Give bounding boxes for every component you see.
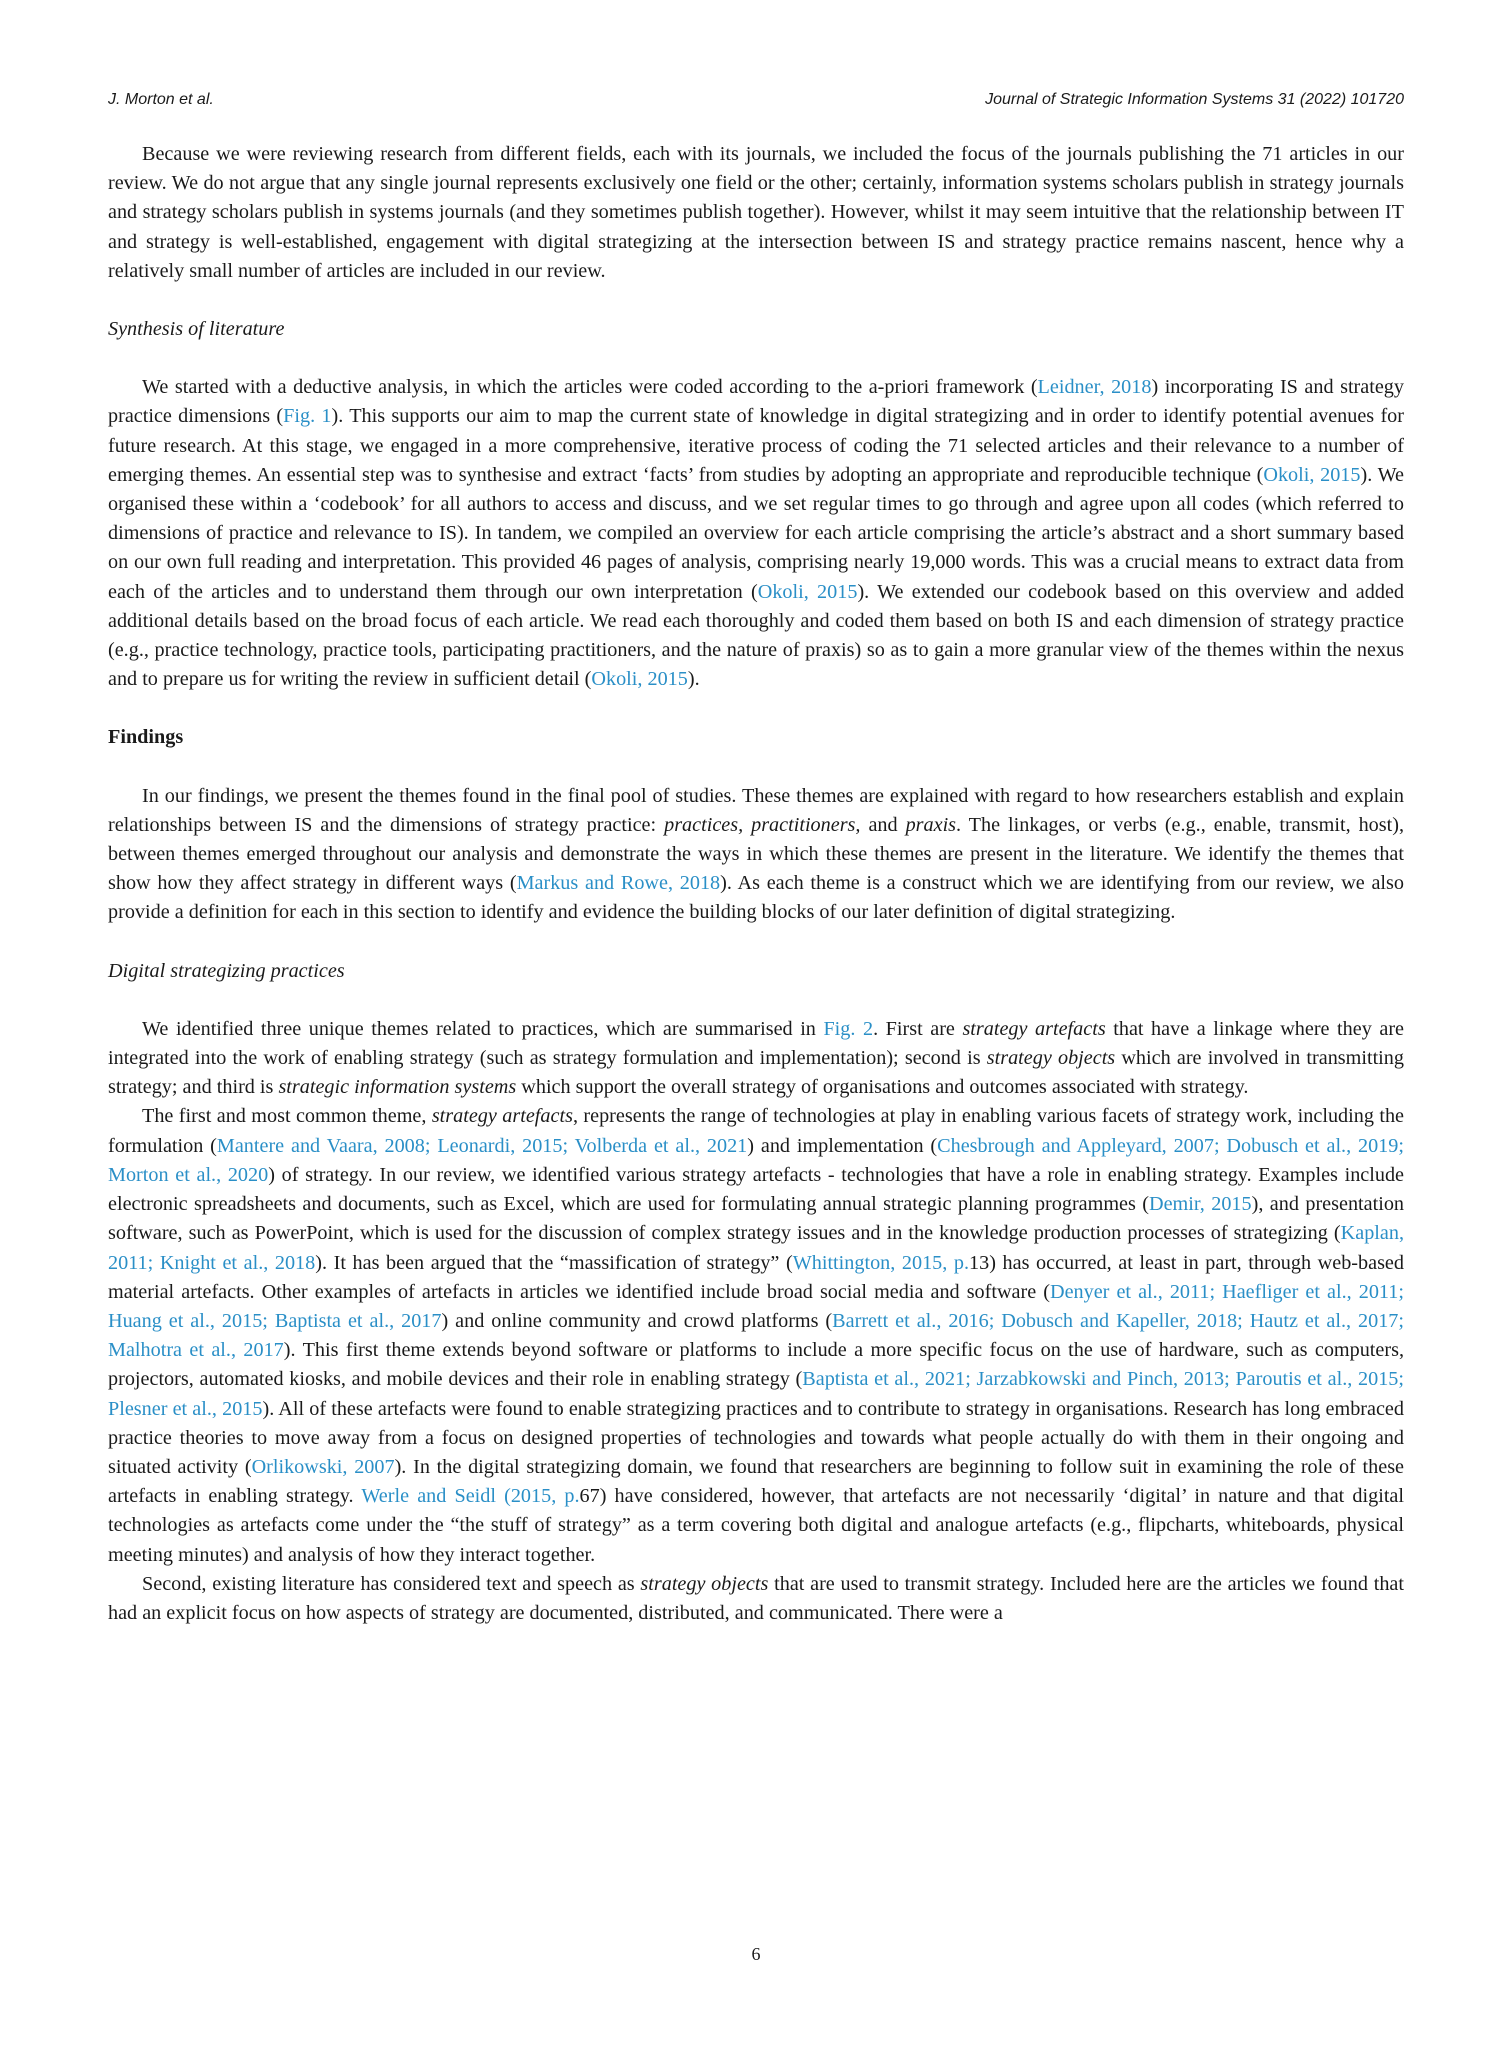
text-run: ) and implementation ( — [747, 1134, 938, 1157]
citation-link[interactable]: Chesbrough and Appleyard, 2007; Dobusch et al., 2019; Morton et al., 2020 — [108, 1134, 1404, 1186]
citation-link[interactable]: Barrett et al., 2016; Dobusch and Kapeller, 2018; Hautz et al., 2017; Malhotra et al., 2017 — [108, 1309, 1404, 1362]
citation-link[interactable]: Demir, 2015 — [1149, 1193, 1252, 1216]
paragraph — [108, 373, 1404, 694]
text-run: We started with a deductive analysis, in which the articles were coded according to the a-priori framework ( — [142, 376, 1038, 399]
citation-link[interactable]: Fig. 2 — [823, 1017, 874, 1040]
text-run: ). This supports our aim to map the current state of knowledge in digital strategizing and in order to identify potential avenues for future research. At this stage, we engaged in a more comprehensive, iterative process of coding the 71 selected articles and their relevance to a number of emerging themes. An essential step was to synthesise and extract ‘facts’ from studies by adopting an appropriate and reproducible technique ( — [108, 405, 1404, 486]
text-run: Second, existing literature has considered text and speech as — [142, 1572, 641, 1595]
text-run: ). We organised these within a ‘codebook’ for all authors to access and discuss, and we set regular times to go through and agree upon all codes (which referred to dimensions of practice and relevance to IS). In tandem, we compiled an overview for each article comprising the article’s abstract and a short summary based on our own full reading and interpretation. This provided 46 pages of analysis, comprising nearly 19,000 words. This was a crucial means to extract data from each of the articles and to understand them through our own interpretation ( — [108, 463, 1404, 603]
text-run: ). We extended our codebook based on this overview and added additional details based on the broad focus of each article. We read each thoroughly and coded them based on both IS and each dimension of strategy practice (e.g., practice technology, practice tools, participating practitioners, and the nature of praxis) so as to gain a more granular view of the themes within the nexus and to prepare us for writing the review in sufficient detail ( — [108, 580, 1404, 691]
emphasis-text: practices, practitioners, — [664, 813, 861, 836]
citation-link[interactable]: Werle and Seidl (2015, p. — [361, 1485, 580, 1508]
subsection-heading: Digital strategizing practices — [108, 959, 345, 982]
emphasis-text: strategic information systems — [278, 1076, 517, 1099]
text-run: ). All of these artefacts were found to enable strategizing practices and to contribute to strategy in organisations. Research has long embraced practice theories to move away from a focus on designed properties of technologies and towards what people actually do with them in their ongoing and situated activity ( — [108, 1397, 1404, 1478]
text-run: ) incorporating IS and strategy practice dimensions ( — [108, 376, 1404, 428]
document-page — [108, 0, 1404, 2063]
text-run: We identified three unique themes related to practices, which are summarised in — [142, 1017, 824, 1040]
citation-link[interactable]: Leidner, 2018 — [1037, 376, 1152, 399]
text-run: ). In the digital strategizing domain, we found that researchers are beginning to follow suit in examining the role of these artefacts in enabling strategy. — [108, 1455, 1405, 1508]
text-run: . The linkages, or verbs (e.g., enable, transmit, host), between themes emerged throughout our analysis and demonstrate the ways in which these themes are present in the literature. We identify the themes that show how they affect strategy in different ways ( — [108, 813, 1405, 895]
text-run: ). This first theme extends beyond software or platforms to include a more specific focus on the use of hardware, such as computers, projectors, automated kiosks, and mobile devices and their role in enabling strategy ( — [108, 1339, 1405, 1391]
citation-link[interactable]: Orlikowski, 2007 — [251, 1455, 395, 1478]
text-run: that have a linkage where they are integrated into the work of enabling strategy (such as strategy formulation and implementation); second is — [108, 1017, 1405, 1070]
text-run: ). — [687, 668, 700, 691]
text-run: In our findings, we present the themes found in the final pool of studies. These themes are explained with regard to how researchers establish and explain relationships between IS and the dimensions of strategy practice: — [108, 784, 1404, 836]
paragraph — [108, 140, 1404, 286]
article-body — [108, 140, 1404, 1628]
text-run: ) and online community and crowd platforms ( — [441, 1309, 833, 1332]
text-run: ). As each theme is a construct which we are identifying from our review, we also provide a definition for each in this section to identify and evidence the building blocks of our later definition of digital strategizing. — [108, 872, 1404, 924]
text-run: ), and presentation software, such as PowerPoint, which is used for the discussion of complex strategy issues and in the knowledge production processes of strategizing ( — [108, 1193, 1405, 1245]
text-run: The first and most common theme, — [142, 1105, 432, 1128]
citation-link[interactable]: Fig. 1 — [283, 405, 332, 428]
journal-header: Journal of Strategic Information Systems 31 (2022) 101720 — [985, 91, 1404, 108]
text-run: ). It has been argued that the “massification of strategy” ( — [315, 1251, 793, 1274]
citation-link[interactable]: Markus and Rowe, 2018 — [516, 872, 721, 895]
paragraph — [108, 782, 1404, 928]
text-run: that are used to transmit strategy. Included here are the articles we found that had an explicit focus on how aspects of strategy are documented, distributed, and communicated. There were a — [108, 1572, 1404, 1624]
section-heading: Findings — [108, 726, 184, 749]
citation-link[interactable]: Mantere and Vaara, 2008; Leonardi, 2015; Volberda et al., 2021 — [216, 1134, 748, 1157]
citation-link[interactable]: Okoli, 2015 — [1263, 463, 1361, 486]
emphasis-text: strategy artefacts — [431, 1105, 573, 1128]
text-run: , represents the range of technologies at play in enabling various facets of strategy work, including the formulation ( — [108, 1105, 1405, 1157]
subsection-heading: Synthesis of literature — [108, 318, 285, 341]
text-run: which are involved in transmitting strategy; and third is — [108, 1047, 1404, 1099]
text-run: 67) have considered, however, that artefacts are not necessarily ‘digital’ in nature and that digital technologies as artefacts come under the “the stuff of strategy” as a term covering both digital and analogue artefacts (e.g., flipcharts, whiteboards, physical meeting minutes) and analysis of how they interact together. — [108, 1485, 1404, 1566]
emphasis-text: strategy objects — [986, 1047, 1116, 1070]
citation-link[interactable]: Denyer et al., 2011; Haefliger et al., 2011; Huang et al., 2015; Baptista et al., 2017 — [108, 1280, 1404, 1332]
emphasis-text: praxis — [905, 813, 957, 836]
citation-link[interactable]: Baptista et al., 2021; Jarzabkowski and Pinch, 2013; Paroutis et al., 2015; Plesner et al., 2015 — [108, 1368, 1404, 1420]
paragraph — [108, 1015, 1404, 1103]
text-run: and — [860, 813, 906, 836]
text-run: 13) has occurred, at least in part, through web-based material artefacts. Other examples of artefacts in articles we identified include broad social media and software ( — [108, 1251, 1404, 1303]
citation-link[interactable]: Whittington, 2015, p. — [792, 1251, 970, 1274]
running-header — [108, 91, 1404, 115]
citation-link[interactable]: Kaplan, 2011; Knight et al., 2018 — [108, 1222, 1404, 1274]
emphasis-text: strategy artefacts — [962, 1017, 1106, 1040]
text-run: which support the overall strategy of organisations and outcomes associated with strategy. — [516, 1076, 1249, 1099]
paragraph — [108, 1102, 1404, 1569]
emphasis-text: strategy objects — [640, 1572, 769, 1595]
text-run: . First are — [873, 1017, 963, 1040]
paragraph — [108, 1570, 1404, 1628]
page-number: 6 — [751, 1944, 761, 1964]
text-run: ) of strategy. In our review, we identified various strategy artefacts - technologies that have a role in enabling strategy. Examples include electronic spreadsheets and documents, such as Excel, which are used for formulating annual strategic planning programmes ( — [108, 1163, 1405, 1216]
author-header: J. Morton et al. — [108, 91, 214, 108]
citation-link[interactable]: Okoli, 2015 — [757, 580, 858, 603]
text-run: Because we were reviewing research from different fields, each with its journals, we included the focus of the journals publishing the 71 articles in our review. We do not argue that any single journal represents exclusively one field or the other; certainly, information systems scholars publish in strategy journals and strategy scholars publish in systems journals (and they sometimes publish together). However, whilst it may seem intuitive that the relationship between IT and strategy is well-established, engagement with digital strategizing at the intersection between IS and strategy practice remains nascent, hence why a relatively small number of articles are included in our review. — [108, 143, 1404, 282]
citation-link[interactable]: Okoli, 2015 — [591, 668, 688, 691]
